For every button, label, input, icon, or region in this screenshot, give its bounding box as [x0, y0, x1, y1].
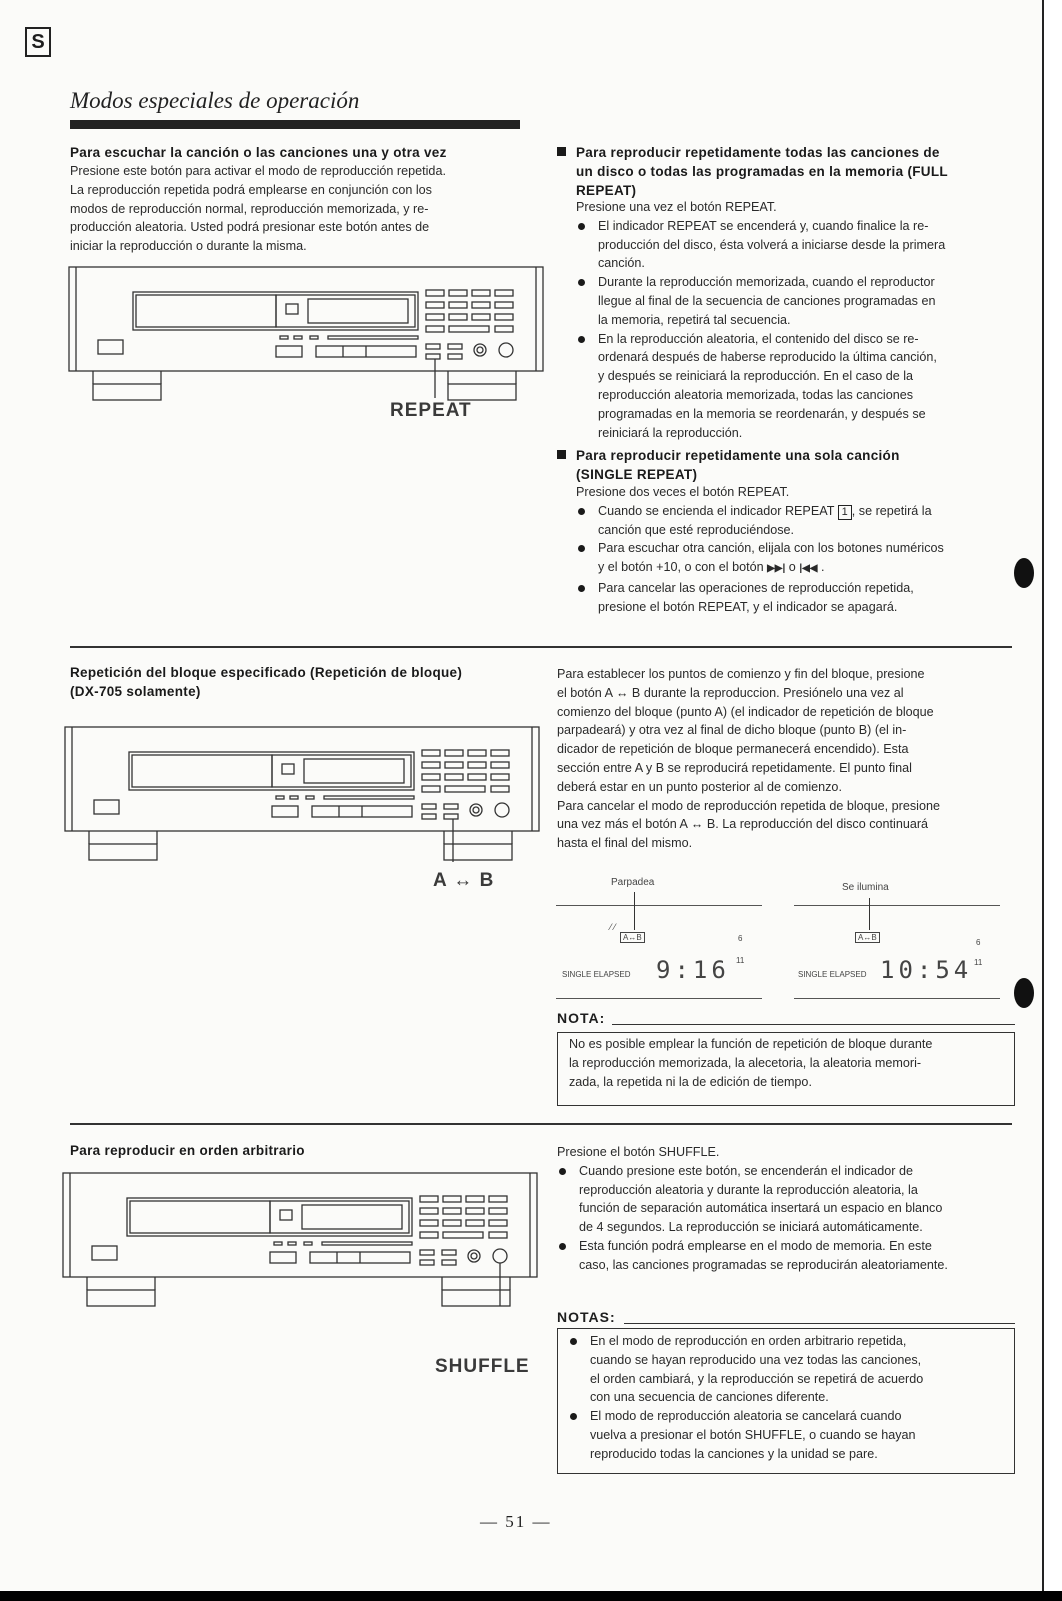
repeat-description: Presione este botón para activar el modo de reproducción repetida. La reproducción repetida podrá emplearse en conjunción con los modos de reproducción normal, reproducción memorizada, y re- producción aleatoria. Usted podrá presionar este botón antes de iniciar la reproducción o durante la misma.: [70, 164, 446, 254]
page-number: — 51 —: [480, 1512, 552, 1531]
cd-player-illustration: [68, 266, 548, 406]
ab-button-label: A ↔ B: [433, 870, 495, 891]
time-readout: 10:54: [880, 956, 973, 984]
repeat-heading: Para escuchar la canción o las canciones una y otra vez: [70, 145, 447, 160]
title-underline: [70, 120, 520, 129]
notas-box: En el modo de reproducción en orden arbitrario repetida, cuando se hayan reproducido una vez todas las canciones, el orden cambiará, y la reproducción se repetirá de acuerdo con una secuencia de canciones diferente. El modo de reproducción aleatoria se cancelará cuando vuelva a presionar el botón SHUFFLE, o cuando se hayan reproducido todas la canciones y la unidad se pare.: [557, 1328, 1015, 1474]
single-repeat-body: Presione dos veces el botón REPEAT. Cuando se encienda el indicador REPEAT 1 , se repetirá la canción que esté reproduciéndose. Para escuchar otra canción, elijala con los botones numéricos y el botón +10, o con el botón ▶▶| o |◀◀ . Para cancelar las operaciones de reproducción repetida, presione el botón REPEAT, y el indicador se apagará.: [576, 483, 1006, 617]
shuffle-body: Presione el botón SHUFFLE. Cuando presione este botón, se encenderán el indicador de reproducción aleatoria y durante la reproducción aleatoria, la función de separación automática insertará un espacio en blanco de 4 segundos. La reproducción se iniciará automáticamente. Esta función podrá emplearse en el modo de memoria. En este caso, las canciones programadas se reproducirán aleatoriamente.: [557, 1143, 1012, 1275]
ab-indicator: A↔B: [620, 932, 645, 943]
repeat-button-label: REPEAT: [390, 400, 472, 421]
binding-hole: [1014, 978, 1034, 1008]
repeat-one-indicator: 1: [838, 505, 852, 520]
cd-player-illustration: [64, 726, 544, 866]
prev-track-icon: |◀◀: [799, 563, 818, 575]
shuffle-heading: Para reproducir en orden arbitrario: [70, 1143, 305, 1158]
time-readout: 9:16: [656, 956, 730, 984]
notas-heading: NOTAS:: [557, 1309, 616, 1325]
nota-heading: NOTA:: [557, 1010, 606, 1026]
page-title: Modos especiales de operación: [70, 88, 360, 113]
shuffle-button-label: SHUFFLE: [435, 1356, 530, 1377]
section-divider: [70, 646, 1012, 648]
binding-hole: [1014, 558, 1034, 588]
language-badge: S: [25, 27, 51, 57]
block-repeat-heading: Repetición del bloque especificado (Repetición de bloque) (DX-705 solamente): [70, 665, 463, 699]
ab-indicator: A↔B: [855, 932, 880, 943]
right-page-edge: [1042, 0, 1062, 1601]
nota-rule: [612, 1024, 1015, 1025]
display-lit: Se ilumina A↔B 6 11 SINGLE ELAPSED 10:54: [794, 870, 1004, 1000]
full-repeat-body: Presione una vez el botón REPEAT. El indicador REPEAT se encenderá y, cuando finalice la re- producción del disco, ésta volverá a iniciarse desde la primera canción. Durante la reproducción memorizada, cuando el reproductor llegue al final de la secuencia de canciones programadas en la memoria, repetirá tal secuencia. En la reproducción aleatoria, el contenido del disco se re- ordenará después de haberse reproducido la última canción, y después se reiniciará la reproducción. En el caso de la reproducción aleatoria memorizada, todas las canciones programadas en la memoria se reordenarán, y después se reiniciará la reproducción.: [576, 198, 1006, 442]
section-divider: [70, 1123, 1012, 1125]
full-repeat-heading: Para reproducir repetidamente todas las canciones de un disco o todas las programadas en la memoria (FULL REPEAT): [557, 143, 1007, 200]
bottom-page-edge: [0, 1591, 1062, 1601]
nota-box: No es posible emplear la función de repetición de bloque durante la reproducción memorizada, la alecetoria, la aleatoria memori- zada, la repetida ni la de edición de tiempo.: [557, 1032, 1015, 1106]
single-repeat-heading: Para reproducir repetidamente una sola canción (SINGLE REPEAT): [557, 446, 1007, 484]
blink-mark: ⁄ ⁄: [610, 922, 616, 932]
block-repeat-body: Para establecer los puntos de comienzo y fin del bloque, presione el botón A ↔ B durante la reproduccion. Presiónelo una vez al comienzo del bloque (punto A) (el indicador de repetición de bloque parpadeará) y otra vez al final de dicho bloque (punto B) (el in- dicador de repetición de bloque permanecerá encendido). Esta sección entre A y B se reproducirá repetidamente. El punto final deberá estar en un punto posterior al de comienzo. Para cancelar el modo de reproducción repetida de bloque, presione una vez más el botón A ↔ B. La reproducción del disco continuará hasta el final del mismo.: [557, 667, 940, 851]
next-track-icon: ▶▶|: [767, 563, 786, 575]
cd-player-illustration: [62, 1172, 542, 1312]
display-blinking: Parpadea A↔B ⁄ ⁄ 6 11 SINGLE ELAPSED 9:16: [556, 870, 766, 1000]
notas-rule: [624, 1323, 1015, 1324]
